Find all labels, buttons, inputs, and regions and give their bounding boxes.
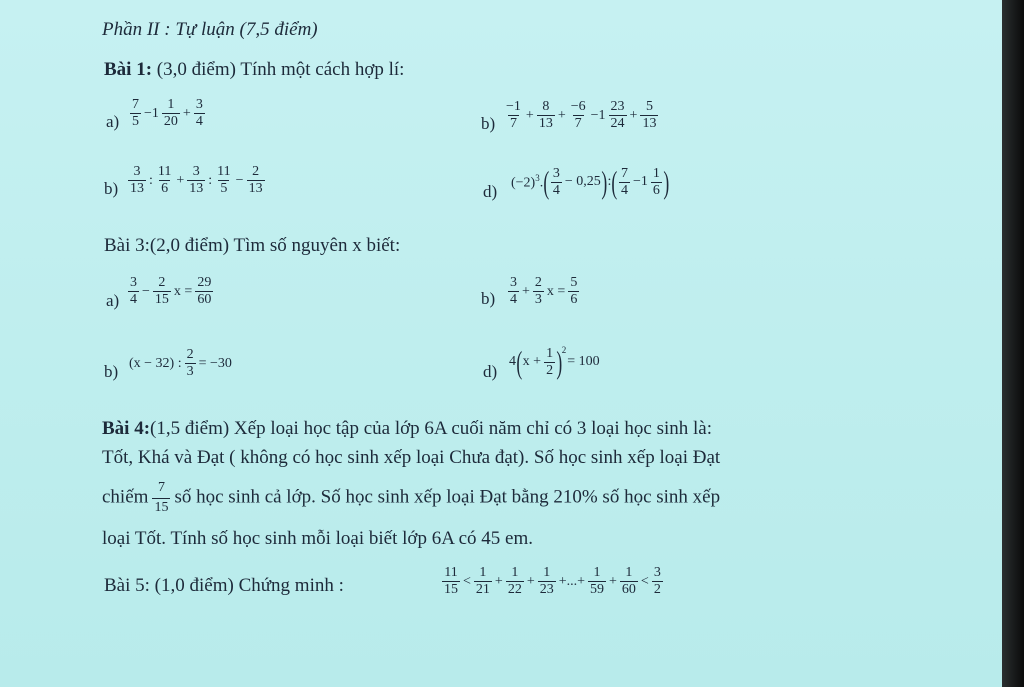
photo-dark-edge bbox=[1002, 0, 1024, 687]
ex1-b-expression: $\frac{-1}{7}$ + $\frac{8}{13}$ + $\frac{-6}{7}$ −1 $\frac{23}{24}$ + $\frac{5}{13}$ bbox=[506, 99, 657, 131]
ex1-d-expression: $(-2)^3$. ( $\frac{3}{4}$ − 0,25 ) : ( $\frac{7}{4}$ −1 $\frac{1}{6}$ ) bbox=[511, 164, 670, 200]
ex1-c-label: b) bbox=[104, 179, 119, 198]
exercise-1-text: (3,0 điểm) Tính một cách hợp lí: bbox=[152, 59, 405, 80]
exercise-3-number: Bài 3: bbox=[104, 235, 150, 256]
exercise-3-title bbox=[104, 236, 400, 255]
ex5-inequality: $\frac{11}{15}$ < $\frac{1}{21}$ + $\frac{1}{22}$ + $\frac{1}{23}$ +...+ $\frac{1}{59}$ + $\frac{1}{60}$ < $\frac{3}{2}$ bbox=[444, 565, 661, 597]
ex1-b-label: b) bbox=[481, 114, 496, 133]
ex3-b-expression: $\frac{3}{4}$ + $\frac{2}{3}$ x = $\frac{5}{6}$ bbox=[510, 275, 578, 307]
exercise-4-line-3: chiếm $\frac{7}{15}$ số học sinh cả lớp. Số học sinh xếp loại Đạt bằng 210% số học sinh xếp bbox=[102, 480, 721, 515]
ex3-d-label: d) bbox=[483, 362, 498, 381]
ex3-c-label: b) bbox=[104, 362, 119, 381]
exercise-5-title bbox=[104, 576, 344, 595]
exercise-5-number: Bài 5: bbox=[104, 575, 150, 596]
exercise-1-title bbox=[104, 60, 404, 79]
exercise-4-number: Bài 4: bbox=[102, 418, 151, 439]
ex3-a-expression: $\frac{3}{4}$ − $\frac{2}{15}$ x = $\frac{29}{60}$ bbox=[130, 275, 212, 307]
ex3-a-label: a) bbox=[106, 291, 120, 310]
ex3-d-expression: 4 ( x + $\frac{1}{2}$ ) $^2$ = 100 bbox=[509, 344, 600, 380]
ex1-a-expression: $\frac{7}{5}$ −1 $\frac{1}{20}$ + $\frac{3}{4}$ bbox=[132, 97, 203, 129]
ex3-b-label: b) bbox=[481, 289, 496, 308]
ex1-d-label: d) bbox=[483, 182, 498, 201]
exercise-5-text: (1,0 điểm) Chứng minh : bbox=[149, 575, 344, 596]
exercise-4-line-1: Bài 4:(1,5 điểm) Xếp loại học tập của lớp 6A cuối năm chỉ có 3 loại học sinh là: bbox=[102, 418, 712, 439]
ex1-a-label: a) bbox=[106, 112, 120, 131]
exercise-4-line-4: loại Tốt. Tính số học sinh mỗi loại biết lớp 6A có 45 em. bbox=[102, 528, 534, 549]
exercise-3-text: (2,0 điểm) Tìm số nguyên x biết: bbox=[149, 235, 401, 256]
fraction-7-15: $\frac{7}{15}$ bbox=[154, 480, 169, 515]
exercise-4-line-2: Tốt, Khá và Đạt ( không có học sinh xếp loại Chưa đạt). Số học sinh xếp loại Đạt bbox=[102, 447, 721, 468]
exercise-1-number: Bài 1: bbox=[104, 59, 153, 80]
section-heading: Phần II : Tự luận (7,5 điểm) bbox=[102, 19, 318, 40]
ex3-c-expression: (x − 32) : $\frac{2}{3}$ = −30 bbox=[129, 347, 232, 379]
ex1-c-expression: $\frac{3}{13}$ : $\frac{11}{6}$ + $\frac{3}{13}$ : $\frac{11}{5}$ − $\frac{2}{13}$ bbox=[130, 164, 263, 196]
